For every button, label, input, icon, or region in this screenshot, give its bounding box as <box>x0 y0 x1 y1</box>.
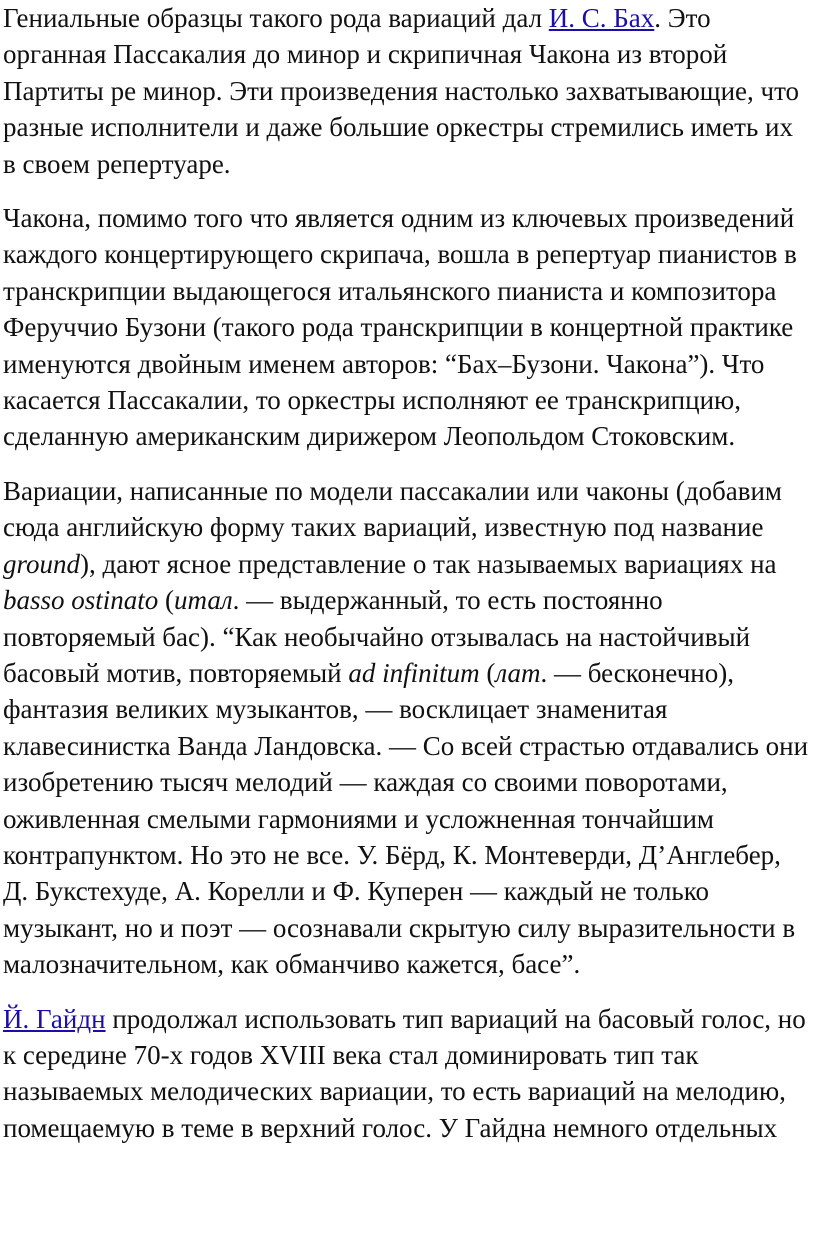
abbr-ital: итал <box>174 585 233 616</box>
p1-text-after-link: . Это органная Пассакалия до минор и скрипичная Чакона из второй Партиты ре минор. Эти произведения настолько захватывающие, что разные исполнители и даже большие оркестры стремились иметь их в своем репертуаре. <box>3 3 800 179</box>
term-ad-infinitum: ad infinitum <box>348 657 480 688</box>
p3-seg5: ( <box>479 657 496 688</box>
paragraph-bach-examples <box>3 0 812 182</box>
p3-seg4: . — выдержанный, то есть постоянно повторяемый бас). “Как необычайно отзывалась на настойчивый басовый мотив, повторяемый <box>3 585 751 688</box>
p3-seg1: Вариации, написанные по модели пассакалии или чаконы (добавим сюда английскую форму таких вариаций, известную под название <box>3 475 782 543</box>
link-js-bach[interactable]: И. С. Бах <box>548 3 655 33</box>
abbr-lat: лат <box>495 657 541 688</box>
term-ground: ground <box>3 548 81 579</box>
link-haydn[interactable]: Й. Гайдн <box>3 1003 106 1034</box>
p3-seg2: ), дают ясное представление о так называемых вариациях на <box>80 548 777 579</box>
p1-text-before-link: Гениальные образцы такого рода вариаций дал <box>3 3 549 33</box>
p3-seg6: . — бесконечно), фантазия великих музыкантов, — восклицает знаменитая клавесинистка Ванда Ландовска. — Со всей страстью отдавались они изобретению тысяч мелодий — каждая со своими поворотами, оживленная смелыми гармониями и усложненная тончайшим контрапунктом. Но это не все. У. Бёрд, К. Монтеверди, Д’Англебер, Д. Букстехуде, А. Корелли и Ф. Куперен — каждый не только музыкант, но и поэт — осознавали скрытую силу выразительности в малозначительном, как обманчиво кажется, басе”. <box>3 657 809 980</box>
paragraph-chaconne <box>3 200 812 455</box>
p3-seg3: ( <box>158 585 175 616</box>
paragraph-variations-basso-ostinato <box>3 473 812 983</box>
paragraph-haydn <box>3 1001 812 1147</box>
term-basso-ostinato: basso ostinato <box>3 585 159 616</box>
p2-text: Чакона, помимо того что является одним из ключевых произведений каждого концертирующего скрипача, вошла в репертуар пианистов в транскрипции выдающегося итальянского пианиста и композитора Феруччио Бузони (такого рода транскрипции в концертной практике именуются двойным именем авторов: “Бах–Бузони. Чакона”). Что касается Пассакалии, то оркестры исполняют ее транскрипцию, сделанную американским дирижером Леопольдом Стоковским. <box>3 203 797 452</box>
p4-text-after-link: продолжал использовать тип вариаций на басовый голос, но к середине 70-х годов XVIII века стал доминировать тип так называемых мелодических вариации, то есть вариаций на мелодию, помещаемую в теме в верхний голос. У Гайдна немного отдельных <box>3 1003 806 1143</box>
